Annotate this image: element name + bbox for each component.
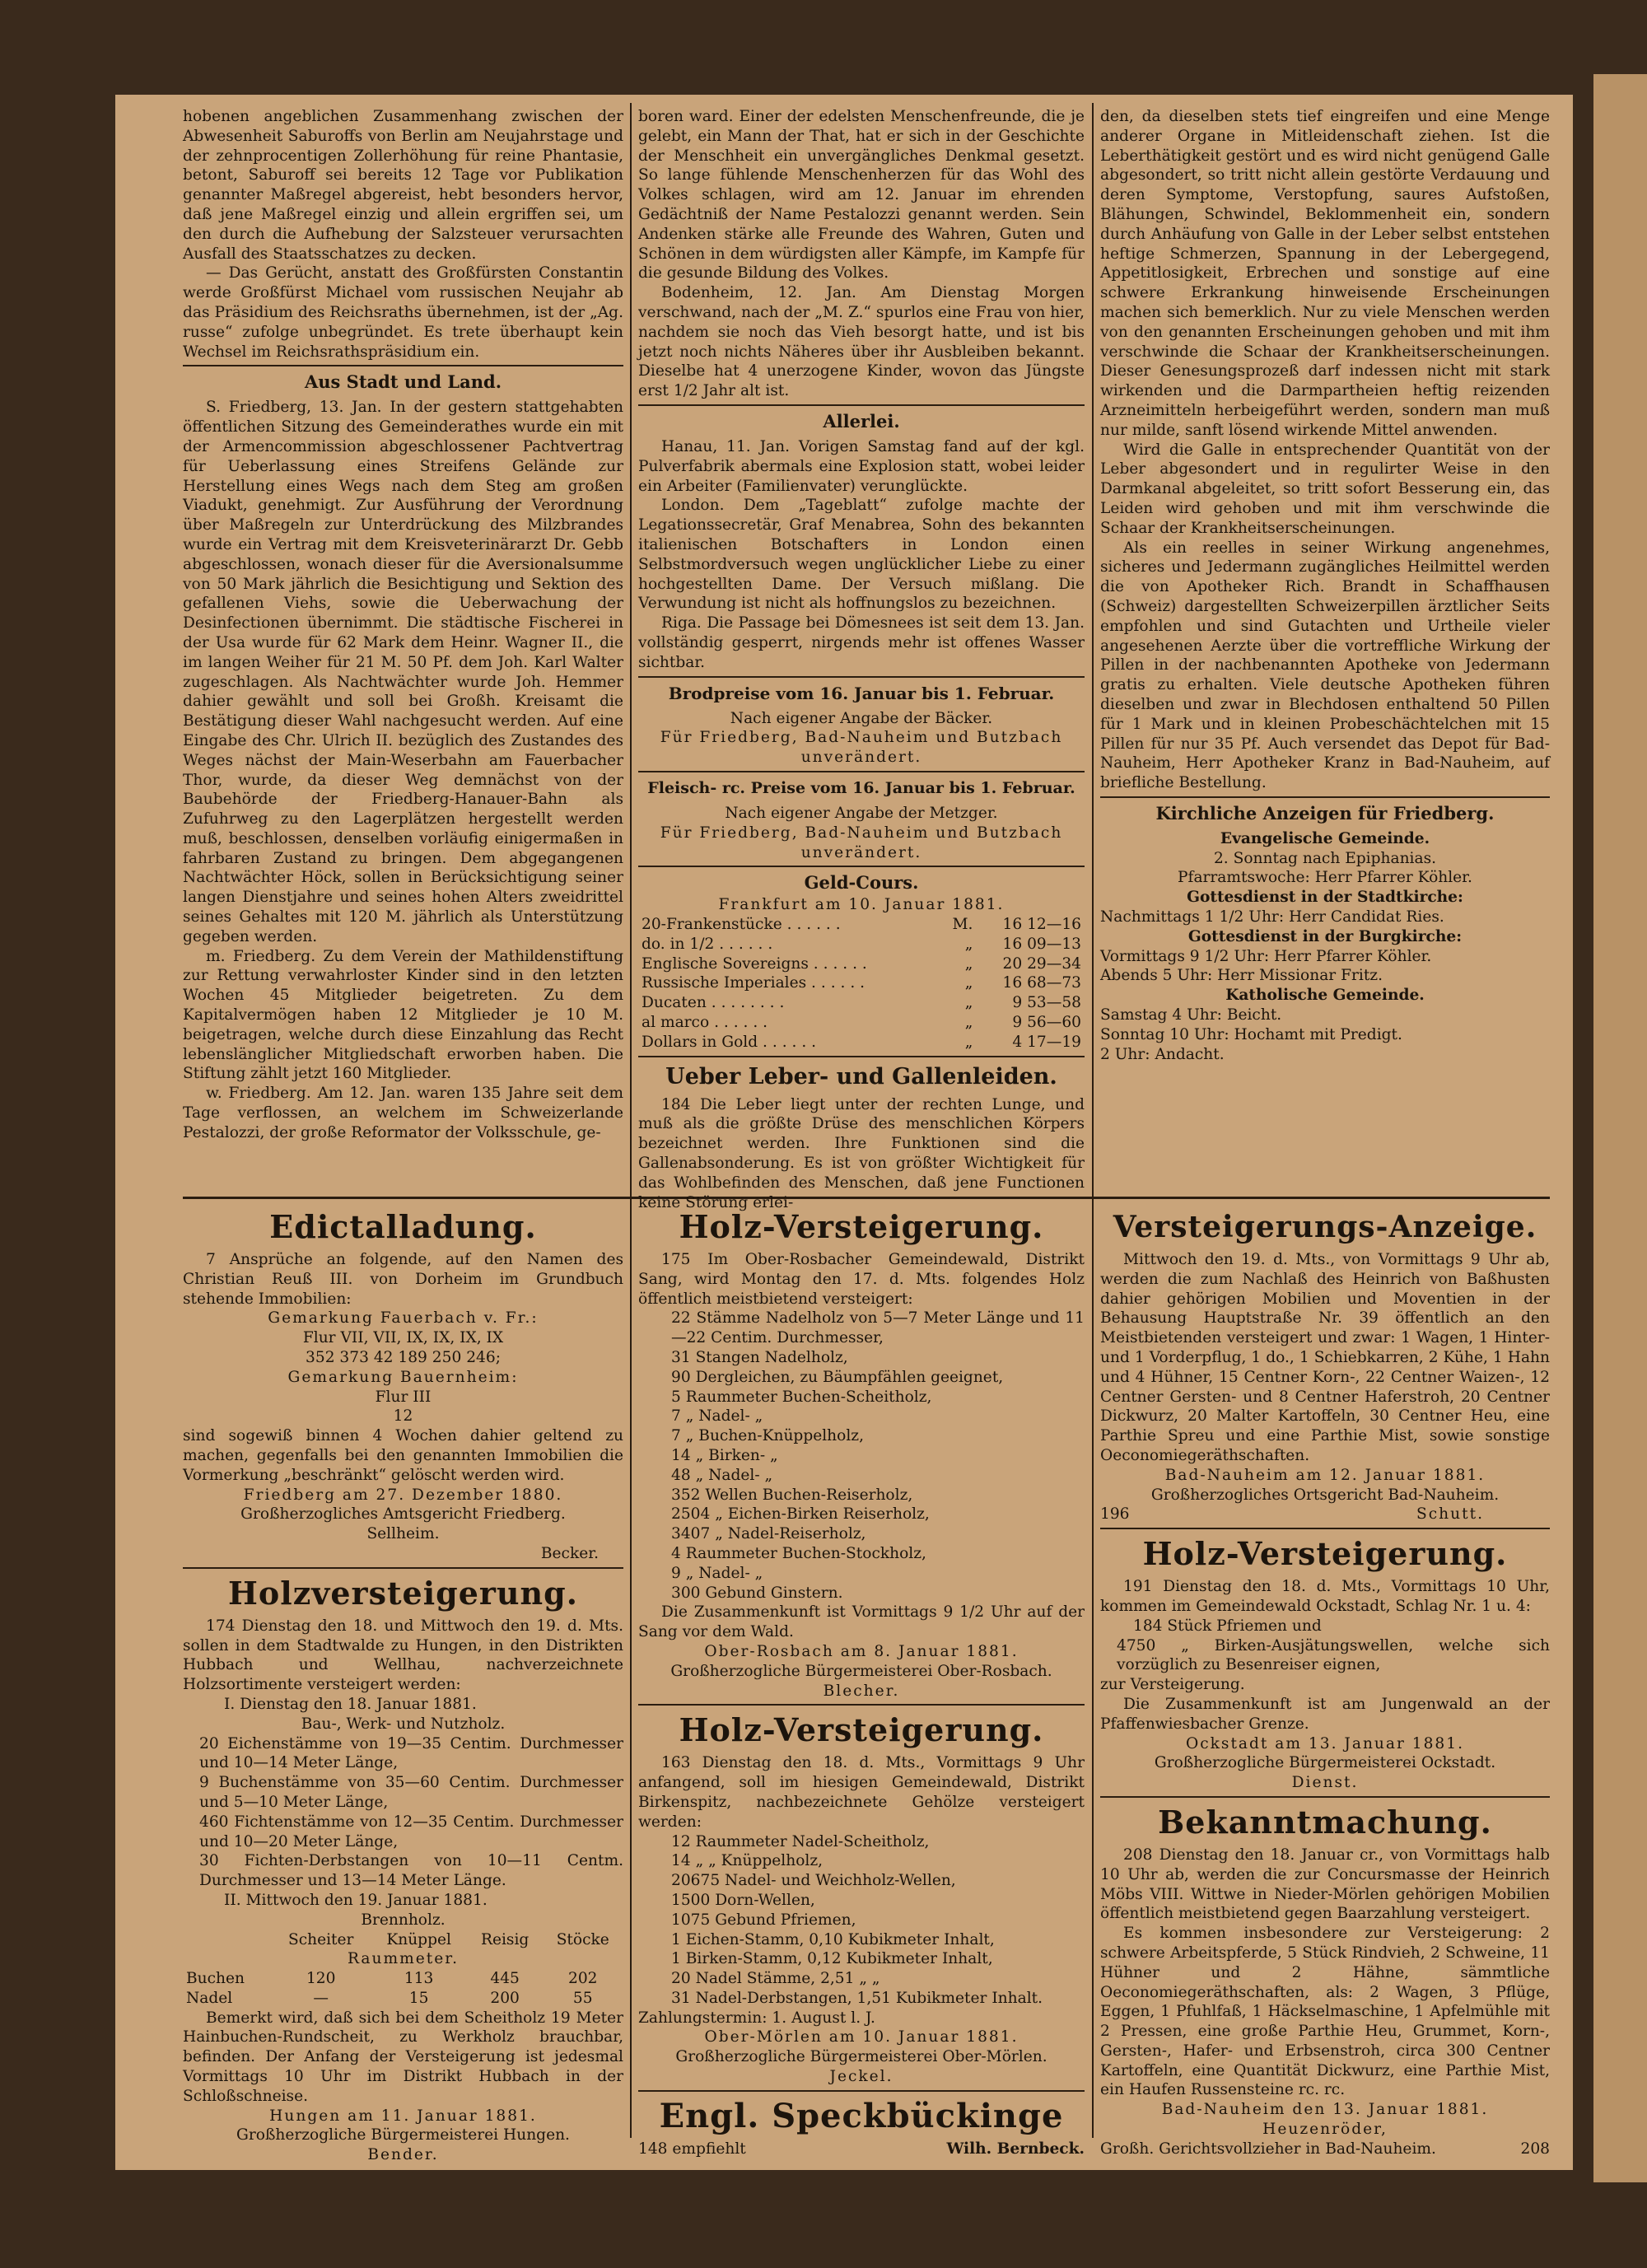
auction-item: 14 „ „ Knüppelholz, — [671, 1852, 824, 1870]
firewood-header-cell: Stöcke — [556, 1930, 609, 1948]
firewood-table — [183, 1930, 623, 2009]
article-text: Bodenheim, 12. Jan. Am Dienstag Morgen verschwand, nach der „M. Z.“ spurlos eine Frau von hier, nachdem sie noch das Vieh besorgt hatte, und ist bis jetzt noch nichts Näheres über ihr Ausbleiben bekannt. Dieselbe hat 4 unerzogene Kinder, wovon das Jüngste erst 1/2 Jahr alt ist. — [638, 284, 1085, 400]
auction-signature: Bender. — [367, 2146, 439, 2164]
auction-title: Holz-Versteigerung. — [679, 1208, 1044, 1245]
column-1-top — [183, 107, 623, 1143]
meat-prices-source: Nach eigener Angabe der Metzger. — [725, 804, 998, 822]
edict-plots: Flur III — [375, 1388, 432, 1406]
auction-place: Ober-Rosbach am 8. Januar 1881. — [704, 1642, 1019, 1660]
auction-item: zur Versteigerung. — [1100, 1676, 1245, 1694]
firewood-header-cell: Scheiter — [287, 1930, 354, 1948]
auction-day: II. Mittwoch den 19. Januar 1881. — [224, 1891, 488, 1909]
exchange-rate-cell: „ — [964, 1033, 973, 1051]
service-time: 2 Uhr: Andacht. — [1100, 1045, 1225, 1063]
auction-item: 20 Nadel Stämme, 2,51 „ „ — [671, 1970, 880, 1988]
auction-item: 184 Stück Pfriemen und — [1133, 1617, 1322, 1635]
edict-signature: Sellheim. — [366, 1525, 440, 1543]
service-time: Sonntag 10 Uhr: Hochamt mit Predigt. — [1100, 1025, 1402, 1043]
exchange-rate-cell: 4 17—19 — [1012, 1033, 1081, 1051]
auction-number: 196 — [1100, 1505, 1130, 1524]
town-church-service: Gottesdienst in der Stadtkirche: — [1187, 889, 1463, 907]
divider — [638, 404, 1085, 406]
divider — [183, 365, 623, 366]
auction-item: 90 Dergleichen, zu Bäumpfählen geeignet, — [671, 1368, 1004, 1386]
column-3-top — [1100, 107, 1550, 1064]
auction-meeting: Die Zusammenkunft ist Vormittags 9 1/2 Uhr auf der Sang vor dem Wald. — [638, 1603, 1085, 1641]
auction-office: Großherzogliche Bürgermeisterei Ockstadt. — [1154, 1754, 1496, 1772]
auction-item: 14 „ Birken- „ — [671, 1446, 778, 1464]
auction-office: Großherzogliche Bürgermeisterei Ober-Rosbach. — [670, 1662, 1052, 1680]
bread-prices-status: unverändert. — [800, 749, 922, 767]
firewood-header-cell: Reisig — [480, 1930, 530, 1948]
auction-category: Brennholz. — [361, 1911, 446, 1929]
article-text: S. Friedberg, 13. Jan. In der gestern stattgehabten öffentlichen Sitzung des Gemeinderathes wurde ein mit der Armencommission abgeschlossener Pachtvertrag für Ueberlassung eines Streifens Gelände zur Herstellung eines Wegs nach dem Steg am großen Viadukt, genehmigt. Zur Ausführung der Verordnung über Maßregeln zur Unterdrückung des Milzbrandes wurde ein Vertrag mit dem Kreisveterinärarzt Dr. Gebb abgeschlossen, wonach dieser für die Aversionalsumme von 50 Mark jährlich die Besichtigung und Sektion des gefallenen Viehs, sowie die Ueberwachung der Desinfectionen übernimmt. Die städtische Fischerei in der Usa wurde für 62 Mark dem Heinr. Wagner II., die im langen Weiher für 21 M. 50 Pf. dem Joh. Karl Walter zugeschlagen. Als Nachtwächter wurde Joh. Hemmer dahier gewählt und soll bei Großh. Kreisamt die Bestätigung dieser Wahl nachgesucht werden. Auf eine Eingabe des Chr. Ulrich II. bezüglich des Zustandes des Weges nächst der Main-Weserbahn am Fauerbacher Thor, wurde, da dieser Weg demnächst von der Baubehörde der Friedberg-Hanauer-Bahn als Zufuhrweg zu den Lagerplätzen hergestellt werden muß, beschlossen, denselben vorläufig einigermaßen in fahrbaren Zustand zu bringen. Dem abgegangenen Nachtwächter Höck, sollen in Berücksichtigung seiner langen Dienstjahre und seines hohen Alters zweidrittel seines Gehaltes mit 120 M. jährlich als Unterstützung gegeben werden. — [183, 399, 623, 945]
auction-intro: 175 Im Ober-Rosbacher Gemeindewald, Distrikt Sang, wird Montag den 17. d. Mts. folgendes Holz öffentlich meistbietend versteigert: — [638, 1251, 1085, 1308]
exchange-rate-row — [638, 1013, 1085, 1033]
exchange-rate-cell: 9 56—60 — [1012, 1014, 1081, 1032]
column-rule — [630, 103, 632, 1197]
edict-text: sind sogewiß binnen 4 Wochen dahier geltend zu machen, gegenfalls bei den genannten Immobilien die Vormerkung „beschränkt“ gelöscht werden wird. — [183, 1427, 623, 1484]
exchange-rate-cell: M. — [952, 916, 973, 934]
auction-item: 31 Stangen Nadelholz, — [671, 1348, 848, 1366]
announcement-text: Es kommen insbesondere zur Versteigerung: 2 schwere Arbeitspferde, 5 Stück Rindvieh, 2 Schweine, 11 Hühner und 2 Hähne, sämmtliche Oeconomiegeräthschaften, als: 2 Wagen, 3 Pflüge, Eggen, 1 Pfuhlfaß, 1 Häckselmaschine, 1 Apfelmühle mit 2 Pressen, eine große Parthie Heu, Grummet, Korn-, Gersten-, Hafer- und Erbsenstroh, circa 300 Centner Kartoffeln, eine Quantität Dickwurz, eine Parthie Mist, ein Haufen Russensteine rc. rc. — [1100, 1925, 1550, 2099]
divider — [638, 1056, 1085, 1057]
section-title: Allerlei. — [823, 410, 900, 432]
article-text: Wird die Galle in entsprechender Quantität von der Leber abgesondert und in regulirter Weise in den Darmkanal abgeleitet, so tritt sofort Besserung ein, das Leiden wird gehoben und mit ihm verschwinde die Schaar der Krankheitserscheinungen. — [1100, 441, 1550, 537]
auction-signature: Schutt. — [1416, 1505, 1484, 1524]
exchange-rate-row — [638, 1033, 1085, 1052]
auction-item: 1075 Gebund Pfriemen, — [671, 1911, 856, 1929]
auction-item: 7 „ Nadel- „ — [671, 1407, 763, 1426]
exchange-rate-row — [638, 915, 1085, 935]
auction-office: Großherzogliche Bürgermeisterei Ober-Mörlen. — [675, 2048, 1047, 2066]
auction-item-list — [638, 1832, 1085, 2009]
article-text: London. Dem „Tageblatt“ zufolge machte der Legationssecretär, Graf Menabrea, Sohn des bekannten italienischen Botschafters in London einen Selbstmordversuch wegen unglücklicher Liebe zu einer hochgestellten Dame. Der Versuch mißlang. Die Verwundung ist nicht als hoffnungslos zu bezeichnen. — [638, 497, 1085, 613]
article-text: den, da dieselben stets tief eingreifen und eine Menge anderer Organe in Mitleidenschaft ziehen. Ist die Leberthätigkeit gestört und es wird nicht genügend Galle abgesondert, so tritt nicht allein gestörte Verdauung und deren Symptome, Verstopfung, saures Aufstoßen, Blähungen, Schwindel, Beklommenheit ein, sondern durch Anhäufung von Galle in der Leber selbst entstehen heftige Schmerzen, Spannung in der Lebergegend, Appetitlosigkeit, Erbrechen und sonstige auf eine schwere Erkrankung hinweisende Erscheinungen machen sich bemerklich. Nur zu viele Menschen werden von den genannten Erscheinungen gehoben und mit ihm verschwinde die Schaar der Krankheitserscheinungen. Dieser Genesungsprozeß darf indessen nicht mit stark wirkenden und die Darmpartheien heftig reizenden Arzneimitteln herbeigeführt werden, sondern man muß nur milde, sanft lösend wirkende Mittel anwenden. — [1100, 108, 1550, 439]
firewood-unit: Raummeter. — [348, 1950, 459, 1968]
exchange-rates-date: Frankfurt am 10. Januar 1881. — [718, 896, 1005, 914]
announcement-text: 208 Dienstag den 18. Januar cr., von Vormittags halb 10 Uhr ab, werden die zur Concursmasse der Heinrich Möbs VIII. Wittwe in Nieder-Mörlen gehörigen Mobilien öffentlich meistbietend gegen Baarzahlung versteigert. — [1100, 1846, 1550, 1923]
divider — [1100, 1528, 1550, 1529]
auction-place: Hungen am 11. Januar 1881. — [269, 2107, 537, 2125]
auction-item: 5 Raummeter Buchen-Scheitholz, — [671, 1388, 932, 1406]
column-rule — [630, 1199, 632, 2138]
firewood-header-cell: Knüppel — [386, 1930, 451, 1948]
edict-signature: Becker. — [540, 1544, 599, 1562]
divider — [1100, 1796, 1550, 1798]
firewood-cell: 202 — [567, 1970, 598, 1988]
ad-number — [638, 2140, 746, 2159]
firewood-cell: 55 — [572, 1989, 593, 2007]
service-time: Vormittags 9 1/2 Uhr: Herr Pfarrer Köhler. — [1100, 947, 1432, 965]
bread-prices-source: Nach eigener Angabe der Bäcker. — [730, 709, 993, 727]
exchange-rates-title: Geld-Cours. — [804, 872, 919, 894]
meat-prices-title: Fleisch- rc. Preise vom 16. Januar bis 1. Februar. — [647, 778, 1075, 797]
auction-place: Bad-Nauheim am 12. Januar 1881. — [1164, 1466, 1486, 1484]
divider — [638, 1704, 1085, 1706]
castle-church-service: Gottesdienst in der Burgkirche: — [1187, 927, 1463, 945]
article-text: hobenen angeblichen Zusammenhang zwischen der Abwesenheit Saburoffs von Berlin am Neujahrstage und der zehnprocentigen Zollerhöhung für reine Phantasie, betont, Saburoff sei bereits 12 Tage vor Publikation genannter Maßregel abgereist, hebt besonders hervor, daß jene Maßregel einzig und allein ergriffen sei, um den durch die Aufhebung der Salzsteuer verursachten Ausfall des Staatsschatzes zu decken. — [183, 108, 623, 263]
divider — [1100, 796, 1550, 798]
exchange-rate-cell: 16 09—13 — [1002, 935, 1081, 953]
exchange-rate-row — [638, 993, 1085, 1013]
parish-week: Pfarramtswoche: Herr Pfarrer Köhler. — [1178, 869, 1472, 887]
auction-notice-text: Mittwoch den 19. d. Mts., von Vormittags 9 Uhr ab, werden die zum Nachlaß des Heinrich von Baßhusten dahier gehörigen Mobilien und Moventien in der Behausung Hauptstraße Nr. 39 öffentlich an den Meistbietenden versteigert und zwar: 1 Wagen, 1 Hinter- und 1 Vorderpflug, 1 do., 1 Schiebkarren, 2 Kühe, 1 Hahn und 4 Hühner, 15 Centner Korn-, 22 Centner Waizen-, 12 Centner Gersten- und 8 Centner Haferstroh, 20 Centner Dickwurz, 20 Malter Kartoffeln, 30 Centner Heu, eine Parthie Spreu und eine Parthie Mist, sowie sonstige Oeconomiegeräthschaften. — [1100, 1251, 1550, 1464]
firewood-cell: 445 — [490, 1970, 520, 1988]
exchange-rates-table — [638, 915, 1085, 1052]
auction-item: 22 Stämme Nadelholz von 5—7 Meter Länge und 11—22 Centim. Durchmesser, — [671, 1309, 1085, 1347]
article-text: boren ward. Einer der edelsten Menschenfreunde, die je gelebt, ein Mann der That, hat er sich in der Geschichte der Menschheit ein unvergängliches Denkmal gesetzt. So lange fühlende Menschenherzen für das Wohl des Volkes schlagen, wird am 12. Januar im ehrenden Gedächtniß der Name Pestalozzi genannt werden. Sein Andenken stärke alle Freunde des Wahren, Guten und Schönen in dem würdigsten aller Kämpfe, im Kampfe für die gesunde Bildung des Volkes. — [638, 108, 1085, 282]
auction-item: 300 Gebund Ginstern. — [671, 1584, 843, 1602]
firewood-header-cell — [183, 1930, 272, 1950]
edict-intro: 7 Ansprüche an folgende, auf den Namen des Christian Reuß III. von Dorheim im Grundbuch stehende Immobilien: — [183, 1251, 623, 1308]
auction-place: Ockstadt am 13. Januar 1881. — [1185, 1734, 1465, 1752]
auction-note: Bemerkt wird, daß sich bei dem Scheitholz 19 Meter Hainbuchen-Rundscheit, zu Werkholz brauchbar, befinden. Der Anfang der Versteigerung ist jedesmal Vormittags 10 Uhr im Distrikt Hubbach in der Schloßschneise. — [183, 2009, 623, 2105]
exchange-rate-cell: „ — [964, 994, 973, 1012]
auction-intro: 174 Dienstag den 18. und Mittwoch den 19. d. Mts. sollen in dem Stadtwalde zu Hungen, in den Distrikten Hubbach und Wellhau, nachverzeichnete Holzsortimente versteigert werden: — [183, 1617, 623, 1694]
firewood-cell: 15 — [408, 1989, 429, 2007]
auction-footer — [1100, 1505, 1550, 1524]
bread-prices-title: Brodpreise vom 16. Januar bis 1. Februar. — [668, 683, 1055, 703]
announcement-office: Großh. Gerichtsvollzieher in Bad-Nauheim. — [1100, 2140, 1436, 2158]
auction-title: Holzversteigerung. — [228, 1574, 578, 1612]
auction-title: Holz-Versteigerung. — [679, 1711, 1044, 1749]
column-3-bottom — [1100, 1204, 1550, 2159]
adjacent-page-edge — [1593, 74, 1647, 2182]
article-text: w. Friedberg. Am 12. Jan. waren 135 Jahre seit dem Tage verflossen, an welchem im Schweizerlande Pestalozzi, der große Reformator der Volksschule, ge- — [183, 1085, 623, 1141]
auction-item: 460 Fichtenstämme von 12—35 Centim. Durchmesser und 10—20 Meter Länge, — [199, 1813, 623, 1850]
article-text: 184 Die Leber liegt unter der rechten Lunge, und muß als die größte Drüse des menschlichen Körpers bezeichnet werden. Ihre Funktionen sind die Gallenabsonderung. Es ist von größter Wichtigkeit für das Wohlbefinden des Menschen, daß jene Functionen keine Störung erlei- — [638, 1095, 1085, 1211]
announcement-place: Bad-Nauheim den 13. Januar 1881. — [1161, 2101, 1489, 2119]
ad-title: Engl. Speckbückinge — [659, 2096, 1064, 2135]
auction-item: 4 Raummeter Buchen-Stockholz, — [671, 1544, 926, 1562]
edict-title: Edictalladung. — [269, 1208, 537, 1245]
column-2-bottom — [638, 1204, 1085, 2159]
sunday-label: 2. Sonntag nach Epiphanias. — [1213, 849, 1437, 867]
auction-item: 352 Wellen Buchen-Reiserholz, — [671, 1486, 913, 1504]
exchange-rate-row — [638, 954, 1085, 974]
exchange-rate-cell: „ — [964, 935, 973, 953]
article-text: — Das Gerücht, anstatt des Großfürsten Constantin werde Großfürst Michael vom russischen Neujahr ab das Präsidium des Reichsraths übernehmen, ist der „Ag. russe“ zufolge unbegründet. Es trete überhaupt kein Wechsel im Reichsrathspräsidium ein. — [183, 264, 623, 361]
article-text: m. Friedberg. Zu dem Verein der Mathildenstiftung zur Rettung verwahrloster Kinder sind in den letzten Wochen 45 Mitglieder beigetreten. Zu dem Kapitalvermögen haben 12 Mitglieder je 10 M. beigetragen, welche durch diese Einzahlung das Recht lebenslänglicher Mitgliedschaft erworben haben. Die Stiftung zählt jetzt 160 Mitglieder. — [183, 947, 623, 1083]
exchange-rate-cell: 20-Frankenstücke . . . . . . — [642, 916, 841, 934]
firewood-cell: 113 — [404, 1970, 434, 1988]
auction-payment: Zahlungstermin: 1. August l. J. — [638, 2009, 875, 2027]
announcement-title: Bekanntmachung. — [1158, 1803, 1492, 1841]
auction-day: I. Dienstag den 18. Januar 1881. — [224, 1695, 477, 1713]
divider — [638, 676, 1085, 678]
auction-item: 20675 Nadel- und Weichholz-Wellen, — [671, 1872, 956, 1890]
ad-footer — [638, 2140, 1085, 2159]
exchange-rate-cell: „ — [964, 954, 973, 973]
edict-district: Gemarkung Bauernheim: — [287, 1368, 519, 1386]
firewood-cell: 120 — [306, 1970, 336, 1988]
auction-notice-title: Versteigerungs-Anzeige. — [1113, 1210, 1537, 1244]
exchange-rate-cell: 16 68—73 — [1002, 974, 1081, 992]
church-notices-title: Kirchliche Anzeigen für Friedberg. — [1155, 802, 1495, 824]
exchange-rate-cell: Dollars in Gold . . . . . . — [642, 1033, 817, 1051]
firewood-row — [183, 1989, 623, 2009]
article-text: Als ein reelles in seiner Wirkung angenehmes, sicheres und Jedermann zugängliches Heilmittel werden die von Apotheker Rich. Brandt in Schaffhausen (Schweiz) dargestellten Schweizerpillen ärztlicher Seits empfohlen und sind Gutachten und Urtheile vieler angesehenen Aerzte über die vortreffliche Wirkung der Pillen in der nachbenannten Apotheke von Jedermann gratis zu erhalten. Viele deutsche Apotheken führen dieselben und zwar in Blechdosen enthaltend 50 Pillen für 1 Mark und in kleinen Probeschächtelchen mit 15 Pillen für nur 35 Pf. Auch versendet das Depot für Bad-Nauheim, Herr Apotheker Kranz in Bad-Nauheim, auf briefliche Bestellung. — [1100, 539, 1550, 792]
catholic-congregation: Katholische Gemeinde. — [1225, 987, 1425, 1005]
auction-item: 3407 „ Nadel-Reiserholz, — [671, 1525, 866, 1543]
auction-item: 2504 „ Eichen-Birken Reiserholz, — [671, 1505, 930, 1524]
divider — [638, 771, 1085, 772]
auction-item: 1 Birken-Stamm, 0,12 Kubikmeter Inhalt, — [671, 1950, 993, 1968]
service-time: Abends 5 Uhr: Herr Missionar Fritz. — [1100, 967, 1383, 985]
exchange-rate-row — [638, 935, 1085, 954]
column-rule — [1092, 1199, 1094, 2138]
meat-prices-status: unverändert. — [800, 843, 922, 861]
auction-item: 7 „ Buchen-Knüppelholz, — [671, 1427, 864, 1445]
divider — [638, 866, 1085, 867]
exchange-rate-cell: 16 12—16 — [1002, 916, 1081, 934]
auction-category: Bau-, Werk- und Nutzholz. — [301, 1715, 506, 1733]
auction-item: 1500 Dorn-Wellen, — [671, 1891, 815, 1909]
exchange-rate-cell: Russische Imperiales . . . . . . — [642, 974, 865, 992]
firewood-cell: Nadel — [186, 1989, 233, 2007]
column-2-top — [638, 107, 1085, 1212]
article-text: Hanau, 11. Jan. Vorigen Samstag fand auf der kgl. Pulverfabrik abermals eine Explosion statt, wobei leider ein Arbeiter (Familienvater) verunglückte. — [638, 437, 1085, 495]
exchange-rate-cell: „ — [964, 974, 973, 992]
exchange-rate-cell: do. in 1/2 . . . . . . — [642, 935, 773, 953]
auction-signature: Jeckel. — [829, 2068, 893, 2086]
service-time: Samstag 4 Uhr: Beicht. — [1100, 1006, 1282, 1024]
exchange-rate-cell: al marco . . . . . . — [642, 1014, 768, 1032]
ad-number-text: 148 — [638, 2140, 668, 2158]
divider — [638, 2090, 1085, 2092]
auction-office: Großherzogliche Bürgermeisterei Hungen. — [236, 2126, 570, 2144]
edict-place: Friedberg am 27. Dezember 1880. — [243, 1486, 563, 1504]
edict-court: Großherzogliches Amtsgericht Friedberg. — [240, 1505, 566, 1524]
auction-signature: Blecher. — [823, 1682, 900, 1700]
column-1-bottom — [183, 1204, 623, 2165]
exchange-rate-cell: Ducaten . . . . . . . . — [642, 994, 785, 1012]
protestant-congregation: Evangelische Gemeinde. — [1220, 829, 1430, 847]
exchange-rate-cell: Englische Sovereigns . . . . . . — [642, 954, 867, 973]
auction-item: 9 „ Nadel- „ — [671, 1564, 763, 1582]
exchange-rate-cell: 20 29—34 — [1002, 954, 1081, 973]
auction-signature: Dienst. — [1291, 1774, 1359, 1792]
exchange-rate-row — [638, 973, 1085, 993]
exchange-rate-cell: 9 53—58 — [1012, 994, 1081, 1012]
auction-item: 4750 „ Birken-Ausjätungswellen, welche sich vorzüglich zu Besenreiser eignen, — [1117, 1636, 1550, 1674]
auction-intro: 163 Dienstag den 18. d. Mts., Vormittags 9 Uhr anfangend, soll im hiesigen Gemeindewald, Distrikt Birkenspitz, nachbezeichnete Gehölze versteigert werden: — [638, 1754, 1085, 1831]
auction-item: 12 Raummeter Nadel-Scheitholz, — [671, 1832, 930, 1850]
announcement-number: 208 — [1520, 2140, 1550, 2158]
auction-title: Holz-Versteigerung. — [1142, 1535, 1508, 1573]
auction-item: 48 „ Nadel- „ — [671, 1466, 773, 1484]
exchange-rate-cell: „ — [964, 1014, 973, 1032]
auction-item: 30 Fichten-Derbstangen von 10—11 Centm. Durchmesser und 13—14 Meter Länge. — [199, 1852, 623, 1890]
firewood-header-row — [183, 1930, 623, 1950]
auction-place: Ober-Mörlen am 10. Januar 1881. — [704, 2028, 1019, 2046]
column-rule — [1092, 103, 1094, 1197]
firewood-cell: Buchen — [186, 1970, 245, 1988]
auction-meeting: Die Zusammenkunft ist am Jungenwald an der Pfaffenwiesbacher Grenze. — [1100, 1695, 1550, 1733]
edict-plots: Flur VII, VII, IX, IX, IX, IX — [302, 1329, 504, 1347]
firewood-cell: 200 — [490, 1989, 520, 2007]
divider — [183, 1567, 623, 1569]
firewood-unit-row — [183, 1949, 623, 1969]
edict-numbers: 12 — [393, 1407, 413, 1426]
ad-advertiser: Wilh. Bernbeck. — [946, 2140, 1085, 2158]
announcement-signature: Heuzenröder, — [1262, 2121, 1388, 2139]
meat-prices-towns: Für Friedberg, Bad-Nauheim und Butzbach — [660, 824, 1063, 842]
article-text: Riga. Die Passage bei Dömesnees ist seit dem 13. Jan. vollständig gesperrt, nirgends mehr ist offenes Wasser sichtbar. — [638, 614, 1085, 671]
ad-verb: empfiehlt — [672, 2140, 746, 2158]
service-time: Nachmittags 1 1/2 Uhr: Herr Candidat Ries. — [1100, 908, 1444, 926]
auction-intro: 191 Dienstag den 18. d. Mts., Vormittags 10 Uhr, kommen im Gemeindewald Ockstadt, Schlag Nr. 1 u. 4: — [1100, 1578, 1550, 1615]
bread-prices-towns: Für Friedberg, Bad-Nauheim und Butzbach — [660, 729, 1063, 747]
announcement-footer — [1100, 2140, 1550, 2159]
auction-item: 9 Buchenstämme von 35—60 Centim. Durchmesser und 5—10 Meter Länge, — [199, 1774, 623, 1811]
section-title: Aus Stadt und Land. — [304, 371, 502, 393]
auction-office: Großherzogliches Ortsgericht Bad-Nauheim. — [1150, 1486, 1500, 1504]
firewood-cell: — — [313, 1989, 329, 2007]
firewood-row — [183, 1969, 623, 1989]
liver-article-title: Ueber Leber- und Gallenleiden. — [665, 1063, 1057, 1090]
edict-district: Gemarkung Fauerbach v. Fr.: — [268, 1309, 539, 1328]
auction-item-list — [638, 1309, 1085, 1603]
edict-numbers: 352 373 42 189 250 246; — [306, 1348, 501, 1366]
auction-item: 31 Nadel-Derbstangen, 1,51 Kubikmeter Inhalt. — [671, 1989, 1043, 2007]
auction-item: 20 Eichenstämme von 19—35 Centim. Durchmesser und 10—14 Meter Länge, — [199, 1734, 623, 1772]
auction-item: 1 Eichen-Stamm, 0,10 Kubikmeter Inhalt, — [671, 1930, 995, 1948]
